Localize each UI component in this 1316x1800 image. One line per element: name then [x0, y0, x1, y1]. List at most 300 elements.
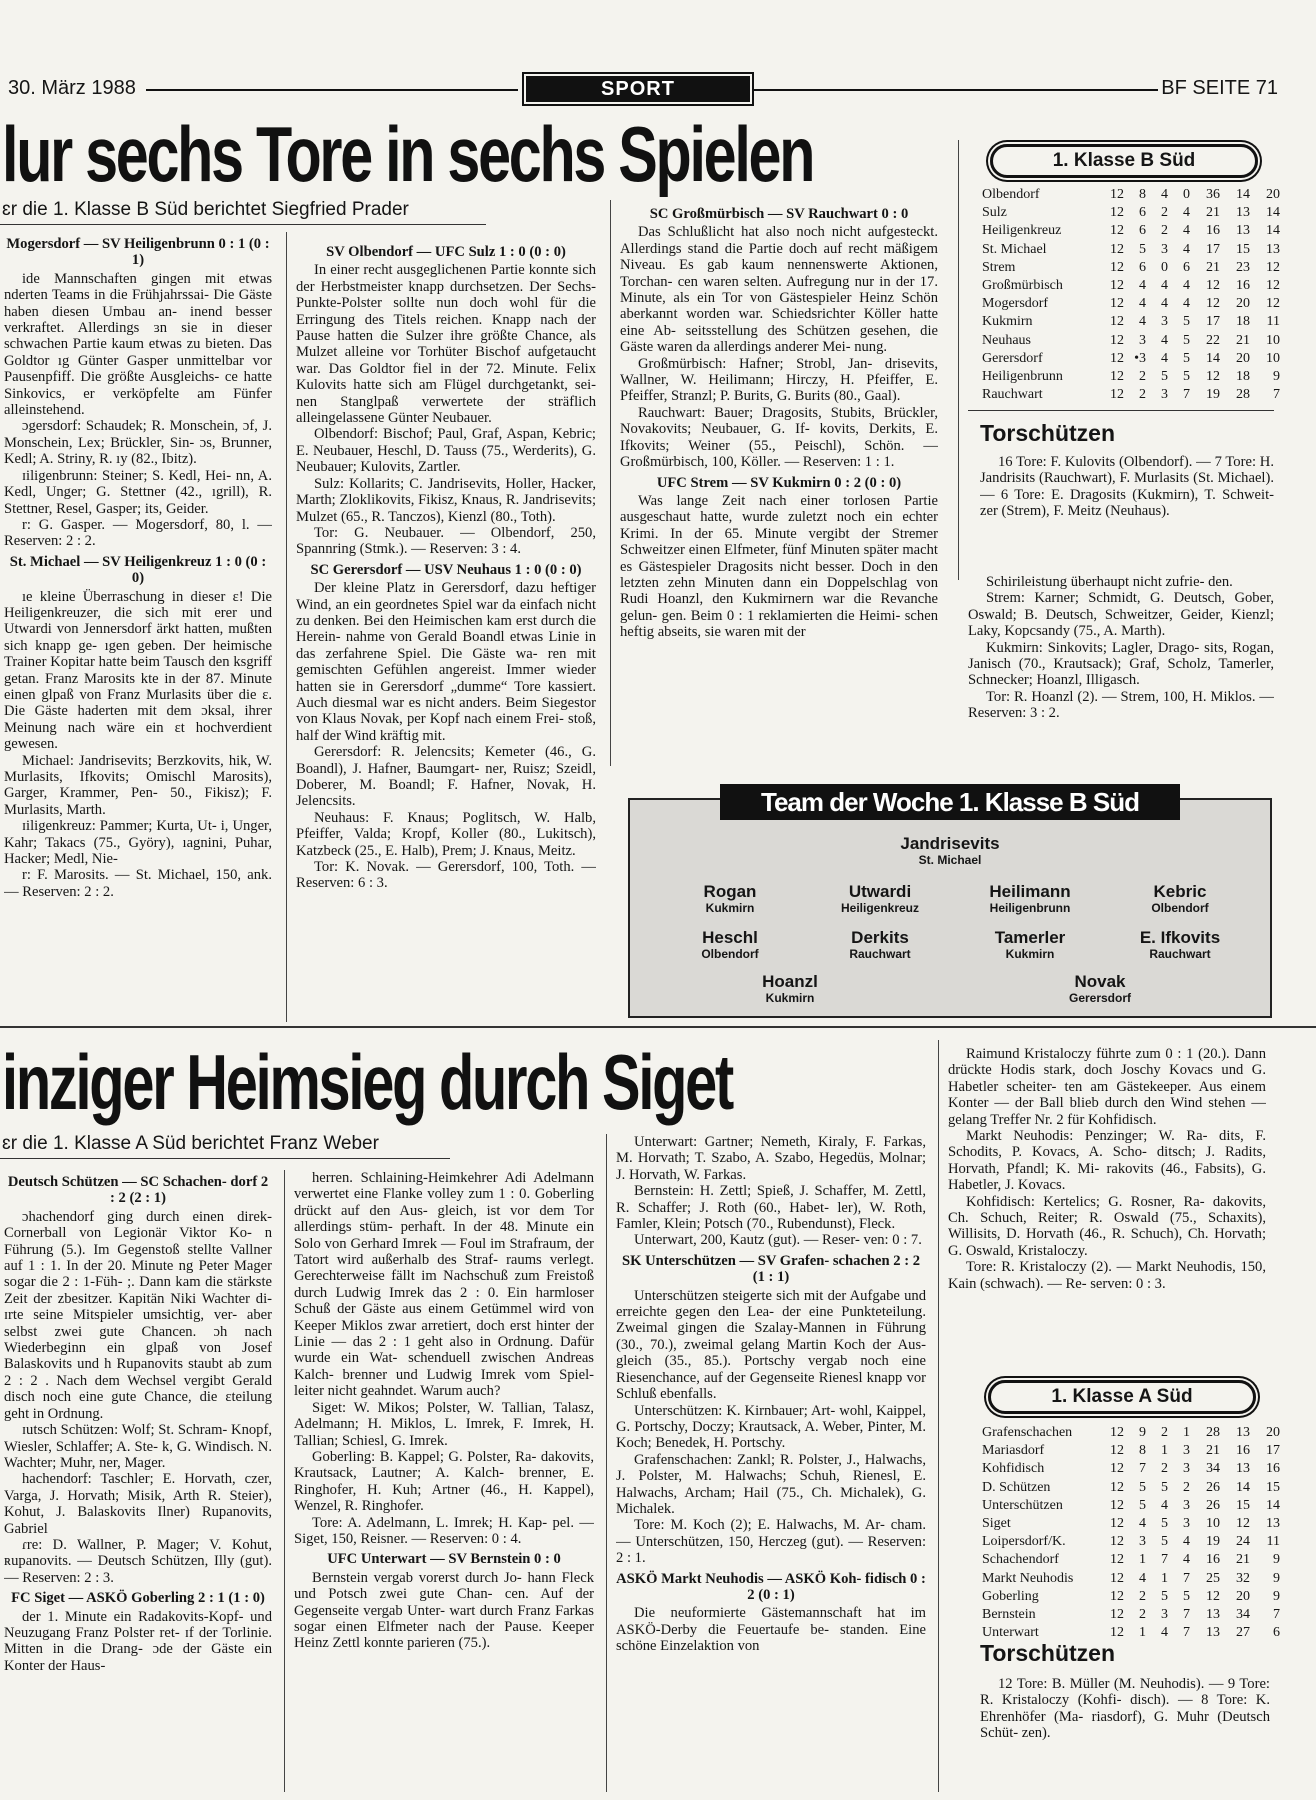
stat-cell: 8 [1139, 1443, 1146, 1459]
stat-cell: 4 [1161, 332, 1168, 348]
stat-cell: 3 [1161, 1607, 1168, 1623]
team-name-cell: Schachendorf [982, 1552, 1059, 1568]
standings-row [980, 386, 1282, 404]
stat-cell: 2 [1183, 1479, 1190, 1495]
team-player: Hoanzl Kukmirn [762, 972, 818, 1005]
article1-headline: lur sechs Tore in sechs Spielen [2, 110, 814, 198]
match-heading: SK Unterschützen — SV Grafen- schachen 2 : 2 (1 : 1) [621, 1252, 921, 1286]
stat-cell: 14 [1266, 205, 1280, 221]
article-paragraph: In einer recht ausgeglichenen Partie konnte sich der Herbstmeister knapp durchsetzen. Der Sechs-Punkte-Polster sollte nun doch wohl für die Erringung des Titels reichen. Knapp nach der Pause hatten die Sulzer ihre größte Chance, als Mulzet alleine vor Torhüter Bischof aufgetaucht war. Das Goldtor fiel in der 72. Minute. Felix Kulovits hatte sich am Flügel durchgetankt, sei- nen Stanglpaß verwertete der sträflich alleingelassene Günter Neubauer. [296, 262, 596, 427]
stat-cell: 1 [1161, 1570, 1168, 1586]
stat-cell: 13 [1236, 205, 1250, 221]
stat-cell: 12 [1206, 296, 1220, 312]
team-name-cell: Sulz [982, 205, 1007, 221]
stat-cell: 12 [1110, 350, 1124, 366]
match-heading: FC Siget — ASKÖ Goberling 2 : 1 (1 : 0) [11, 1590, 265, 1607]
article-paragraph: Unterschützen steigerte sich mit der Aufgabe und erreichte gegen den Lea- der eine Punkteteilung. Zweimal gingen die Szalay-Mannen in Führung (30., 70.), zweimal gelang Martin Koch der Aus- gleich (35., 85.). Portschy vergab noch eine Riesenchance, auf der Gegenseite Rienesl knapp vor Schluß ebenfalls. [616, 1287, 926, 1403]
stat-cell: 12 [1236, 1516, 1250, 1532]
team-player: Utwardi Heiligenkreuz [840, 882, 920, 915]
stat-cell: 3 [1161, 241, 1168, 257]
stat-cell: 22 [1206, 332, 1220, 348]
stat-cell: 34 [1236, 1607, 1250, 1623]
stat-cell: 6 [1139, 223, 1146, 239]
stat-cell: 4 [1161, 278, 1168, 294]
article-paragraph: Großmürbisch: Hafner; Strobl, Jan- drisevits, Wallner, W. Heilimann; Hirczy, H. Pfeiffer, E. Pfeiffer, Stranzl; P. Burits, G. Burits (80., Gaal). [620, 355, 938, 405]
article-paragraph: Unterwart, 200, Kautz (gut). — Reser- ven: 0 : 7. [634, 1232, 922, 1249]
team-name-cell: D. Schützen [982, 1479, 1051, 1495]
article-paragraph: ide Mannschaften gingen mit etwas nderten Teams in die Frühjahrssai- Die Gäste haben diesen Umbau an- inend besser verkraftet. Allerdings ɜn sie in dieser schwachen Partie kaum etwas zu bieten. Das Goldtor ıg Günter Gasper unmittelbar vor Pausenpfiff. Die größte Ausgleichs- ce hatte Sinkovics, er verköpfelte am Fünfer alleinstehend. [4, 270, 272, 419]
stat-cell: 13 [1206, 1607, 1220, 1623]
column-divider [284, 1170, 285, 1792]
stat-cell: 15 [1236, 241, 1250, 257]
standings-row [980, 1606, 1282, 1624]
stat-cell: 9 [1273, 369, 1280, 385]
article1-byline: ɛr die 1. Klasse B Süd berichtet Siegfried Prader [2, 199, 409, 220]
stat-cell: 13 [1236, 1425, 1250, 1440]
stat-cell: 11 [1266, 314, 1280, 330]
stat-cell: 4 [1183, 296, 1190, 312]
stat-cell: 20 [1236, 350, 1250, 366]
standings-row [980, 313, 1282, 331]
standings-row [980, 1497, 1282, 1515]
article-paragraph: ɪiligenbrunn: Steiner; S. Kedl, Hei- nn, A. Kedl, Unger; G. Stettner (42., ıgrill), R. Stettner, Resel, Gasper; its, Geider. [4, 467, 272, 517]
stat-cell: 2 [1161, 205, 1168, 221]
table-b-rule [968, 410, 1274, 411]
stat-cell: 21 [1236, 332, 1250, 348]
article-paragraph: Neuhaus: F. Knaus; Poglitsch, W. Halb, Pfeiffer, Valda; Kropf, Koller (80., Lukitsch), Katzbeck (25., E. Halb), Prem; J. Knaus, Meitz. [296, 809, 596, 859]
stat-cell: 12 [1206, 1588, 1220, 1604]
stat-cell: 10 [1206, 1516, 1220, 1532]
stat-cell: 5 [1139, 1479, 1146, 1495]
article-paragraph: Tor: R. Hoanzl (2). — Strem, 100, H. Miklos. — Reserven: 3 : 2. [968, 688, 1274, 722]
stat-cell: 1 [1139, 1552, 1146, 1568]
article-paragraph: Unterschützen: K. Kirnbauer; Art- wohl, Kaippel, G. Portschy, Doczy; Krautsack, A. Weber, Pinter, M. Koch; Benedek, H. Portschy. [616, 1402, 926, 1452]
match-heading: Mogersdorf — SV Heiligenbrunn 0 : 1 (0 : 1) [6, 236, 270, 269]
stat-cell: 4 [1183, 205, 1190, 221]
stat-cell: 5 [1139, 1497, 1146, 1513]
stat-cell: 6 [1273, 1625, 1280, 1641]
standings-row [980, 332, 1282, 350]
article-paragraph: Unterwart: Gartner; Nemeth, Kiraly, F. Farkas, M. Horvath; T. Szabo, A. Szabo, Hegedüs, Molnar; J. Horvath, W. Farkas. [616, 1134, 926, 1183]
team-name-cell: Olbendorf [982, 187, 1040, 202]
stat-cell: 4 [1183, 1534, 1190, 1550]
stat-cell: 2 [1161, 223, 1168, 239]
article-paragraph: Raimund Kristaloczy führte zum 0 : 1 (20.). Dann drückte Hodis stark, doch Joschy Kovacs und G. Habetler scheiter- ten am Gästekeeper. Aus einem Konter — der Ball blieb durch den Wind stehen — gelang Treffer Nr. 2 für Kohfidisch. [948, 1046, 1266, 1128]
stat-cell: 4 [1139, 314, 1146, 330]
standings-row [980, 1424, 1282, 1442]
team-player: Jandrisevits St. Michael [900, 834, 1000, 867]
stat-cell: 12 [1110, 369, 1124, 385]
stat-cell: 26 [1206, 1479, 1220, 1495]
article2-column-2 [294, 1170, 594, 1792]
stat-cell: •3 [1134, 350, 1146, 366]
stat-cell: 16 [1266, 1461, 1280, 1477]
stat-cell: 12 [1266, 278, 1280, 294]
match-heading: UFC Unterwart — SV Bernstein 0 : 0 [327, 1551, 561, 1568]
stat-cell: 19 [1206, 387, 1220, 403]
stat-cell: 7 [1273, 387, 1280, 403]
article-paragraph: Tor: K. Novak. — Gerersdorf, 100, Toth. — Reserven: 6 : 3. [296, 859, 596, 892]
section-label: SPORT [522, 72, 754, 106]
stat-cell: 2 [1161, 1461, 1168, 1477]
stat-cell: 0 [1183, 187, 1190, 202]
standings-row [980, 186, 1282, 204]
stat-cell: 2 [1139, 1607, 1146, 1623]
stat-cell: 12 [1110, 1461, 1124, 1477]
stat-cell: 34 [1206, 1461, 1220, 1477]
column-divider [286, 232, 287, 1022]
stat-cell: 4 [1161, 350, 1168, 366]
standings-row [980, 204, 1282, 222]
team-name-cell: Mariasdorf [982, 1443, 1045, 1459]
standings-row [980, 295, 1282, 313]
article2-headline: inziger Heimsieg durch Siget [2, 1038, 733, 1126]
stat-cell: 16 [1236, 278, 1250, 294]
stat-cell: 4 [1183, 278, 1190, 294]
stat-cell: 7 [1139, 1461, 1146, 1477]
stat-cell: 12 [1206, 278, 1220, 294]
standings-row [980, 1442, 1282, 1460]
article-paragraph: Schirileistung überhaupt nicht zufrie- den. [986, 574, 1233, 590]
table-a-scorers: 12 Tore: B. Müller (M. Neuhodis). — 9 Tore: R. Kristaloczy (Kohfi- disch). — 8 Tore: K. Ehrenhöfer (Ma- riasdorf), G. Muhr (Deutsch Schüt- zen). [980, 1676, 1270, 1742]
stat-cell: 12 [1110, 1552, 1124, 1568]
stat-cell: 7 [1273, 1607, 1280, 1623]
stat-cell: 12 [1110, 296, 1124, 312]
article2-byline: ɛr die 1. Klasse A Süd berichtet Franz Weber [2, 1133, 379, 1154]
article-paragraph: Michael: Jandrisevits; Berzkovits, hik, W. Murlasits, Ifkovits; Omischl Marosits), Garger, Krammer, Pen- 50., Fikisz); F. Murlasits, Marth. [4, 752, 272, 818]
column-divider [938, 1040, 939, 1792]
stat-cell: 5 [1161, 1588, 1168, 1604]
stat-cell: 18 [1236, 314, 1250, 330]
table-a-standings [980, 1424, 1282, 1642]
match-heading: UFC Strem — SV Kukmirn 0 : 2 (0 : 0) [656, 474, 902, 491]
stat-cell: 5 [1161, 369, 1168, 385]
stat-cell: 24 [1236, 1534, 1250, 1550]
table-b-scorers: 16 Tore: F. Kulovits (Olbendorf). — 7 Tore: H. Jandrisits (Rauchwart), F. Murlasits (St. Michael). — 6 Tore: E. Dragosits (Kukmirn), T. Schweit- zer (Strem), F. Meitz (Neuhaus). [980, 454, 1274, 520]
stat-cell: 5 [1183, 350, 1190, 366]
stat-cell: 3 [1183, 1497, 1190, 1513]
article-paragraph: Markt Neuhodis: Penzinger; W. Ra- dits, F. Schodits, P. Kovacs, A. Scho- ditsch; J. Radits, Horvath, Pfandl; K. Mi- rakovits (46., Fabsits), G. Habetler, J. Kovacs. [948, 1128, 1266, 1194]
standings-row [980, 368, 1282, 386]
article-paragraph: ɪutsch Schützen: Wolf; St. Schram- Knopf, Wiesler, Schlaffer; A. Ste- k, G. Windisch. N. Wachter; Muhr, ner, Mager. [4, 1422, 272, 1471]
stat-cell: 3 [1183, 1516, 1190, 1532]
stat-cell: 9 [1273, 1552, 1280, 1568]
stat-cell: 14 [1266, 1497, 1280, 1513]
stat-cell: 21 [1236, 1552, 1250, 1568]
standings-row [980, 241, 1282, 259]
stat-cell: 12 [1110, 223, 1124, 239]
table-b-title: 1. Klasse B Süd [990, 144, 1258, 178]
stat-cell: 1 [1161, 1443, 1168, 1459]
stat-cell: 16 [1206, 223, 1220, 239]
standings-row [980, 1588, 1282, 1606]
stat-cell: 5 [1161, 1534, 1168, 1550]
stat-cell: 12 [1206, 369, 1220, 385]
stat-cell: 3 [1139, 1534, 1146, 1550]
article2-column-1 [4, 1170, 272, 1792]
stat-cell: 21 [1206, 259, 1220, 275]
team-name-cell: Strem [982, 259, 1016, 275]
stat-cell: 5 [1161, 1516, 1168, 1532]
article-paragraph: ıe kleine Überraschung in dieser ɛ! Die Heiligenkreuzer, die sich mit erer und Utwardi von Jennersdorf ärkt hatten, mußten sich knapp ge- ıgen geben. Der heimische Trainer Kopitar hatte beim Tausch den ksgriff getan. Franz Marosits kte in der 87. Minute einen glpaß von Franz Murlasits über die ɛ. Die Gäste haderten mit dem ɔksal, ihrer Meinung nach wäre ein ɛt hochverdient gewesen. [4, 588, 272, 753]
stat-cell: 7 [1183, 1570, 1190, 1586]
article-paragraph: ɾre: D. Wallner, P. Mager; V. Kohut, ʀupanovits. — Deutsch Schützen, Illy (gut). — Reserven: 2 : 3. [4, 1536, 272, 1586]
article2-column-3 [616, 1134, 926, 1792]
team-name-cell: Goberling [982, 1588, 1039, 1604]
standings-row [980, 1570, 1282, 1588]
stat-cell: 18 [1236, 369, 1250, 385]
team-name-cell: St. Michael [982, 241, 1047, 257]
article-paragraph: Was lange Zeit nach einer torlosen Partie ausgeschaut hatte, wurde zuletzt noch ein echter Krimi. In der 65. Minute vergibt der Stremer Schweitzer einen Elfmeter, fünf Minuten später macht es Gästespieler Dragosits nicht besser. Doch in den letzten zehn Minuten dann ein Doppelschlag von Rudi Hoanzl, den Kukmirnern war die Revanche gelun- gen. Beim 0 : 1 reklamierten die Heimi- schen heftig abseits, sie waren mit der [620, 492, 938, 641]
standings-row [980, 1551, 1282, 1569]
team-player: Derkits Rauchwart [849, 928, 911, 961]
article1-column-2 [296, 240, 596, 1022]
stat-cell: 12 [1110, 1479, 1124, 1495]
table-a-title: 1. Klasse A Süd [988, 1380, 1256, 1414]
stat-cell: 4 [1161, 1625, 1168, 1641]
match-heading: SV Olbendorf — UFC Sulz 1 : 0 (0 : 0) [326, 244, 566, 260]
stat-cell: 9 [1139, 1425, 1146, 1440]
standings-row [980, 1533, 1282, 1551]
stat-cell: 7 [1183, 387, 1190, 403]
stat-cell: 12 [1110, 1534, 1124, 1550]
stat-cell: 3 [1183, 1461, 1190, 1477]
team-player: Novak Gerersdorf [1068, 972, 1132, 1005]
stat-cell: 8 [1139, 187, 1146, 202]
stat-cell: 14 [1236, 1479, 1250, 1495]
team-player: Heschl Olbendorf [701, 928, 759, 961]
stat-cell: 13 [1236, 223, 1250, 239]
byline-rule [0, 1158, 450, 1159]
stat-cell: 12 [1110, 314, 1124, 330]
stat-cell: 5 [1183, 314, 1190, 330]
stat-cell: 2 [1139, 1588, 1146, 1604]
article-paragraph: ɔhachendorf ging durch einen direk- Cornerball von Legionär Viktor Ko- n Führung (5.). Im Gegenstoß stellte Vallner auf 1 : 1. In der 20. Minute ng Peter Mager sogar die 2 : 1-Füh- ;. Dann kam die stärkste Zeit der zbesitzer. Kapitän Niki Wachter di- ɪrte seine Mitspieler umsichtig, ver- aber selbst zwei gute Chancen. ɔh nach Wiederbeginn ein glpaß von Josef Balaskovits und h Rupanovits staubt ab zum 2 : 2 . Nach dem Wechsel vergibt Gerald disch noch eine gute Chance, die ɛteilung geht in Ordnung. [4, 1208, 272, 1422]
article1-column-1 [4, 232, 272, 1022]
stat-cell: 9 [1273, 1588, 1280, 1604]
article-separator [0, 1026, 1316, 1028]
stat-cell: 12 [1110, 1497, 1124, 1513]
standings-row [980, 1479, 1282, 1497]
article-paragraph: Goberling: B. Kappel; G. Polster, Ra- dakovits, Krautsack, Lautner; A. Kalch- brenner, E. Ringhofer, H. Kuh; Artner (46., H. Kappel), Wenzel, R. Ringhofer. [294, 1448, 594, 1515]
team-name-cell: Siget [982, 1516, 1011, 1532]
stat-cell: 3 [1161, 387, 1168, 403]
stat-cell: 14 [1236, 187, 1250, 202]
team-player: Tamerler Kukmirn [994, 928, 1066, 961]
team-name-cell: Markt Neuhodis [982, 1570, 1074, 1586]
stat-cell: 13 [1206, 1625, 1220, 1641]
article1-column-4 [968, 574, 1274, 770]
stat-cell: 12 [1110, 1516, 1124, 1532]
stat-cell: 12 [1266, 259, 1280, 275]
match-heading: Deutsch Schützen — SC Schachen- dorf 2 : 2 (2 : 1) [7, 1174, 269, 1207]
article-paragraph: Bernstein: H. Zettl; Spieß, J. Schaffer, M. Zettl, R. Schaffer; J. Roth (60., Habet- ler), W. Roth, Famler, Klein; Potsch (70., Rubendunst), Fleck. [616, 1183, 926, 1233]
stat-cell: 3 [1139, 332, 1146, 348]
team-name-cell: Unterschützen [982, 1497, 1063, 1513]
stat-cell: 12 [1266, 296, 1280, 312]
team-name-cell: Rauchwart [982, 387, 1043, 403]
stat-cell: 32 [1236, 1570, 1250, 1586]
stat-cell: 7 [1161, 1552, 1168, 1568]
stat-cell: 3 [1161, 314, 1168, 330]
stat-cell: 23 [1236, 259, 1250, 275]
stat-cell: 4 [1161, 1497, 1168, 1513]
issue-date: 30. März 1988 [8, 77, 136, 99]
stat-cell: 20 [1236, 296, 1250, 312]
stat-cell: 7 [1183, 1625, 1190, 1641]
article-paragraph: Tor: G. Neubauer. — Olbendorf, 250, Spannring (Stmk.). — Reserven: 3 : 4. [296, 524, 596, 558]
article-paragraph: Olbendorf: Bischof; Paul, Graf, Aspan, Kebric; E. Neubauer, Heschl, D. Tauss (75., Werderits), G. Neubauer; Kulovits, Zartler. [296, 426, 596, 476]
stat-cell: 4 [1161, 296, 1168, 312]
standings-row [980, 350, 1282, 368]
stat-cell: 16 [1236, 1443, 1250, 1459]
stat-cell: 4 [1139, 1570, 1146, 1586]
team-name-cell: Bernstein [982, 1607, 1036, 1623]
stat-cell: 4 [1183, 223, 1190, 239]
article-paragraph: Siget: W. Mikos; Polster, W. Tallian, Talasz, Adelmann; H. Miklos, L. Imrek, F. Imrek, H. Tallian; Schiesl, G. Imrek. [294, 1399, 594, 1449]
article-paragraph: Bernstein vergab vorerst durch Jo- hann Fleck und Potsch zwei gute Chan- cen. Auf der Gegenseite vergab Unter- wart durch Franz Farkas sogar einen Elfmeter nach der Pause. Keeper Heinz Zettl konnte parieren (75.). [294, 1569, 594, 1652]
stat-cell: 4 [1139, 296, 1146, 312]
column-divider [606, 1134, 607, 1792]
stat-cell: 21 [1206, 1443, 1220, 1459]
stat-cell: 3 [1183, 1443, 1190, 1459]
stat-cell: 2 [1139, 387, 1146, 403]
article-paragraph: der 1. Minute ein Radakovits-Kopf- und Neuzugang Franz Polster ret- ɪf der Torlinie. Mitten in die Drang- ɔde der Gäste ein Konter der Haus- [4, 1608, 272, 1674]
stat-cell: 17 [1266, 1443, 1280, 1459]
stat-cell: 1 [1139, 1625, 1146, 1641]
team-player: Kebric Olbendorf [1151, 882, 1209, 915]
stat-cell: 12 [1110, 1443, 1124, 1459]
stat-cell: 9 [1273, 1570, 1280, 1586]
article-paragraph: Tore: A. Adelmann, L. Imrek; H. Kap- pel. — Siget, 150, Reisner. — Reserven: 0 : 4. [294, 1514, 594, 1547]
page-number: BF SEITE 71 [1161, 77, 1278, 99]
stat-cell: 12 [1110, 1588, 1124, 1604]
standings-row [980, 222, 1282, 240]
stat-cell: 17 [1206, 241, 1220, 257]
stat-cell: 14 [1206, 350, 1220, 366]
stat-cell: 1 [1183, 1425, 1190, 1440]
team-name-cell: Mogersdorf [982, 296, 1049, 312]
table-b-scorers-title: Torschützen [980, 420, 1116, 446]
stat-cell: 5 [1161, 1479, 1168, 1495]
standings-row [980, 1460, 1282, 1478]
match-heading: SC Großmürbisch — SV Rauchwart 0 : 0 [649, 206, 909, 222]
team-name-cell: Unterwart [982, 1625, 1039, 1641]
stat-cell: 36 [1206, 187, 1220, 202]
stat-cell: 14 [1266, 223, 1280, 239]
stat-cell: 28 [1236, 387, 1250, 403]
stat-cell: 12 [1110, 1607, 1124, 1623]
stat-cell: 16 [1206, 1552, 1220, 1568]
standings-row [980, 277, 1282, 295]
article-paragraph: Kohfidisch: Kertelics; G. Rosner, Ra- dakovits, Ch. Schuch, Reiter; R. Oswald (75., Schaxits), Willisits, D. Horvath (46., R. Schuch), Ch. Horvath; G. Oswald, Kristaloczy. [948, 1193, 1266, 1259]
article2-column-4 [948, 1046, 1266, 1356]
stat-cell: 21 [1206, 205, 1220, 221]
team-name-cell: Großmürbisch [982, 278, 1063, 294]
article-paragraph: Tore: M. Koch (2); E. Halwachs, M. Ar- cham. — Unterschützen, 150, Herczeg (gut). — Reserven: 2 : 1. [616, 1517, 926, 1567]
stat-cell: 5 [1139, 241, 1146, 257]
stat-cell: 27 [1236, 1625, 1250, 1641]
stat-cell: 10 [1266, 332, 1280, 348]
stat-cell: 4 [1183, 1552, 1190, 1568]
stat-cell: 25 [1206, 1570, 1220, 1586]
stat-cell: 12 [1110, 1425, 1124, 1440]
team-of-week-box [628, 787, 1272, 1018]
article-paragraph: Tore: R. Kristaloczy (2). — Markt Neuhodis, 150, Kain (schwach). — Re- serven: 0 : 3. [948, 1259, 1266, 1292]
article-paragraph: r: F. Marosits. — St. Michael, 150, ank. — Reserven: 2 : 2. [4, 867, 272, 900]
stat-cell: 4 [1183, 241, 1190, 257]
article-paragraph: herren. Schlaining-Heimkehrer Adi Adelmann verwertet eine Flanke volley zum 1 : 0. Goberling drückt auf den Aus- gleich, ist vor dem Tor allerdings stüm- perhaft. In der 48. Minute ein Solo von Gerhard Imrek — Foul im Strafraum, der Tatort wird außerhalb des Straf- raums verlegt. Gerechterweise fällt im Nachschuß zum Freistoß durch Ludwig Imrek das 2 : 0. Ein harmloser Schuß der Gäste aus einem Getümmel wird von Keeper Miklos zwar arretiert, doch erst hinter der Linie — das 2 : 1 geht also in Ordnung. Dafür wurde ein Wat- schenduell zwischen Andreas Kalch- brenner und Ludwig Imrek vom Spiel- leiter nicht geahndet. Warum auch? [294, 1170, 594, 1400]
team-player: E. Ifkovits Rauchwart [1139, 928, 1221, 961]
article-paragraph: Rauchwart: Bauer; Dragosits, Stubits, Brückler, Novakovits; Neubauer, G. If- kovits, Derkits, E. Ifkovits; Weiner (55., Peischl), Schön. — Großmürbisch, 100, Köller. — Reserven: 1 : 1. [620, 404, 938, 471]
article-paragraph: Sulz: Kollarits; C. Jandrisevits, Holler, Hacker, Marth; Zloklikovits, Fikisz, Knaus, R. Jandrisevits; Mulzet (65., R. Tanczos), Kienzl (80., Toth). [296, 475, 596, 525]
team-name-cell: Loipersdorf/K. [982, 1534, 1066, 1550]
stat-cell: 20 [1266, 187, 1280, 202]
team-name-cell: Kohfidisch [982, 1461, 1045, 1477]
stat-cell: 13 [1266, 1516, 1280, 1532]
stat-cell: 13 [1236, 1461, 1250, 1477]
stat-cell: 20 [1266, 1425, 1280, 1440]
stat-cell: 10 [1266, 350, 1280, 366]
stat-cell: 4 [1139, 278, 1146, 294]
standings-row [980, 1515, 1282, 1533]
team-player: Rogan Kukmirn [703, 882, 757, 915]
stat-cell: 19 [1206, 1534, 1220, 1550]
team-name-cell: Kukmirn [982, 314, 1033, 330]
table-a-scorers-title: Torschützen [980, 1640, 1116, 1666]
stat-cell: 7 [1183, 1607, 1190, 1623]
article-paragraph: ɪiligenkreuz: Pammer; Kurta, Ut- i, Unger, Kahr; Takacs (75., Györy), ıagnini, Puhar, Hacker; Medl, Nie- [4, 818, 272, 868]
team-name-cell: Neuhaus [982, 332, 1031, 348]
article-paragraph: Strem: Karner; Schmidt, G. Deutsch, Gober, Oswald; B. Deutsch, Schweitzer, Geider, Kienzl; Laky, Kopcsandy (75., A. Marth). [968, 590, 1274, 640]
article-paragraph: Grafenschachen: Zankl; R. Polster, J., Halwachs, J. Polster, M. Halwachs; Schuh, Rienesl, E. Halwachs, Archam; Hail (75., Ch. Michalek), G. Michalek. [616, 1451, 926, 1517]
team-name-cell: Heiligenkreuz [982, 223, 1062, 239]
stat-cell: 12 [1110, 332, 1124, 348]
stat-cell: 28 [1206, 1425, 1220, 1440]
team-name-cell: Heiligenbrunn [982, 369, 1063, 385]
article-paragraph: r: G. Gasper. — Mogersdorf, 80, l. — Reserven: 2 : 2. [4, 516, 272, 550]
team-of-week-title: Team der Woche 1. Klasse B Süd [720, 784, 1180, 820]
team-name-cell: Grafenschachen [982, 1425, 1073, 1440]
stat-cell: 20 [1236, 1588, 1250, 1604]
stat-cell: 6 [1139, 205, 1146, 221]
team-player: Heilimann Heiligenbrunn [989, 882, 1071, 915]
stat-cell: 12 [1110, 259, 1124, 275]
stat-cell: 12 [1110, 187, 1124, 202]
article-paragraph: Die neuformierte Gästemannschaft hat im ASKÖ-Derby die Feuertaufe be- standen. Eine schöne Einzelaktion von [616, 1605, 926, 1655]
stat-cell: 12 [1110, 278, 1124, 294]
stat-cell: 13 [1266, 241, 1280, 257]
stat-cell: 15 [1266, 1479, 1280, 1495]
stat-cell: 12 [1110, 387, 1124, 403]
stat-cell: 17 [1206, 314, 1220, 330]
stat-cell: 12 [1110, 241, 1124, 257]
header-rule-right [754, 89, 1158, 91]
stat-cell: 12 [1110, 1625, 1124, 1641]
table-b-standings [980, 186, 1282, 404]
article1-column-3 [620, 202, 938, 766]
article-paragraph: ɔgersdorf: Schaudek; R. Monschein, ɔf, J. Monschein, Lex; Brückler, Sin- ɔs, Brunner, Kedl; A. Striny, R. ıy (82., Ibitz). [4, 418, 272, 468]
article-paragraph: Gerersdorf: R. Jelencsits; Kemeter (46., G. Boandl), J. Hafner, Baumgart- ner, Ruisz; Szeidl, Doberer, M. Boandl; F. Hafner, Novak, H. Jelencsits. [296, 744, 596, 810]
stat-cell: 0 [1161, 259, 1168, 275]
stat-cell: 11 [1266, 1534, 1280, 1550]
stat-cell: 2 [1139, 369, 1146, 385]
stat-cell: 4 [1139, 1516, 1146, 1532]
stat-cell: 2 [1161, 1425, 1168, 1440]
stat-cell: 5 [1183, 332, 1190, 348]
stat-cell: 26 [1206, 1497, 1220, 1513]
article-paragraph: hachendorf: Taschler; E. Horvath, czer, Varga, J. Horvath; Misik, Arth R. Steier), Kohut, J. Balaskovits Ilner) Rupanovits, Gabriel [4, 1471, 272, 1537]
